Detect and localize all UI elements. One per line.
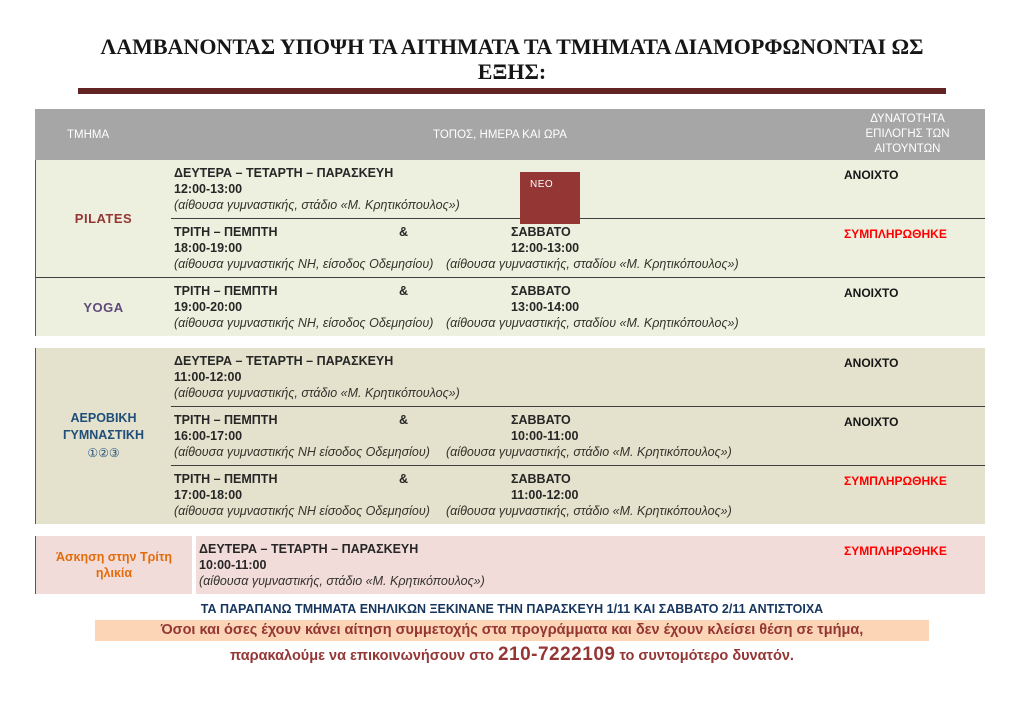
- status-badge: ΣΥΜΠΛΗΡΩΘΗΚΕ: [844, 544, 947, 558]
- venue-text: (αίθουσα γυμναστικής, στάδιο «Μ. Κρητικόπουλος»): [174, 198, 460, 212]
- days-text: ΤΡΙΤΗ – ΠΕΜΠΤΗ: [174, 225, 278, 239]
- section-yoga-rows: [171, 278, 985, 336]
- schedule-cell: [196, 536, 830, 594]
- days-line: [174, 283, 446, 299]
- title-underline: [78, 88, 946, 94]
- time-text: 18:00-19:00: [174, 241, 243, 255]
- days-line: [174, 471, 446, 487]
- weekday-slot: [174, 412, 446, 460]
- days-text: ΣΑΒΒΑΤΟ: [511, 284, 571, 298]
- ampersand-text: &: [398, 472, 408, 486]
- venue-text: (αίθουσα γυμναστικής ΝΗ είσοδος Οδεμησίου): [174, 504, 430, 518]
- saturday-slot: [446, 412, 830, 460]
- schedule-cell: [171, 219, 830, 277]
- ampersand-text: &: [398, 284, 408, 298]
- schedule-row-aerobic-tth-sat-1: [171, 406, 985, 465]
- section-elderly-rows: [196, 536, 985, 594]
- table-group-pilates-yoga: [35, 160, 985, 336]
- time-text: 12:00-13:00: [511, 241, 580, 255]
- status-badge: ΑΝΟΙΧΤΟ: [844, 415, 899, 429]
- time-text: 10:00-11:00: [199, 558, 267, 572]
- schedule-cell: [171, 407, 830, 465]
- venue-text: (αίθουσα γυμναστικής, στάδιο «Μ. Κρητικόπουλος»): [446, 504, 732, 518]
- schedule-row-elderly-mwf: [196, 536, 985, 594]
- class-label-elderly-cell: [36, 536, 196, 594]
- phone-number: 210-7222109: [497, 644, 616, 665]
- new-badge: ΝΕΟ: [520, 172, 580, 224]
- days-text: ΤΡΙΤΗ – ΠΕΜΠΤΗ: [174, 472, 278, 486]
- saturday-slot: [446, 224, 830, 272]
- venue-text: (αίθουσα γυμναστικής ΝΗ είσοδος Οδεμησίου): [174, 445, 430, 459]
- schedule-row-aerobic-mwf: [171, 348, 985, 406]
- days-text: ΣΑΒΒΑΤΟ: [511, 413, 571, 427]
- days-text: ΣΑΒΒΑΤΟ: [511, 472, 571, 486]
- venue-text: (αίθουσα γυμναστικής, στάδιο «Μ. Κρητικόπουλος»): [199, 574, 485, 588]
- contact-note-after-phone: το συντομότερο δυνατόν.: [615, 648, 794, 664]
- column-header-availability-text: ΔΥΝΑΤΟΤΗΤΑ ΕΠΙΛΟΓΗΣ ΤΩΝ ΑΙΤΟΥΝΤΩΝ: [865, 113, 950, 155]
- saturday-slot: [446, 283, 830, 331]
- class-label-yoga: YOGA: [83, 299, 124, 315]
- contact-note-line2: [0, 644, 1024, 666]
- time-text: 12:00-13:00: [174, 182, 243, 196]
- table-group-aerobic: [35, 348, 985, 524]
- column-header-availability: [830, 109, 985, 160]
- contact-note-line1: Όσοι και όσες έχουν κάνει αίτηση συμμετοχής στα προγράμματα και δεν έχουν κλείσει θέση σε τμήμα,: [95, 620, 929, 641]
- days-text: ΔΕΥΤΕΡΑ – ΤΕΤΑΡΤΗ – ΠΑΡΑΣΚΕΥΗ: [174, 354, 394, 368]
- start-date-note: ΤΑ ΠΑΡΑΠΑΝΩ ΤΜΗΜΑΤΑ ΕΝΗΛΙΚΩΝ ΞΕΚΙΝΑΝΕ ΤΗΝ ΠΑΡΑΣΚΕΥΗ 1/11 ΚΑΙ ΣΑΒΒΑΤΟ 2/11 ΑΝΤΙΣΤΟΙΧΑ: [200, 602, 824, 616]
- status-badge: ΑΝΟΙΧΤΟ: [844, 356, 899, 370]
- contact-note-before-phone: παρακαλούμε να επικοινωνήσουν στο: [230, 648, 498, 664]
- days-text: ΤΡΙΤΗ – ΠΕΜΠΤΗ: [174, 284, 278, 298]
- schedule-row-aerobic-tth-sat-2: [171, 465, 985, 524]
- days-text: ΔΕΥΤΕΡΑ – ΤΕΤΑΡΤΗ – ΠΑΡΑΣΚΕΥΗ: [199, 542, 419, 556]
- class-label-pilates: PILATES: [74, 211, 133, 226]
- time-text: 17:00-18:00: [174, 488, 243, 502]
- time-text: 13:00-14:00: [511, 300, 580, 314]
- venue-text: (αίθουσα γυμναστικής, στάδιο «Μ. Κρητικόπουλος»): [446, 445, 732, 459]
- class-label-elderly: Άσκηση στην Τρίτη ηλικία: [55, 550, 173, 580]
- status-badge: ΣΥΜΠΛΗΡΩΘΗΚΕ: [844, 474, 947, 488]
- section-aerobic-rows: [171, 348, 985, 524]
- days-text: ΤΡΙΤΗ – ΠΕΜΠΤΗ: [174, 413, 278, 427]
- table-group-elderly: [35, 536, 985, 594]
- weekday-slot: [174, 224, 446, 272]
- schedule-cell: [171, 466, 830, 524]
- venue-text: (αίθουσα γυμναστικής, σταδίου «Μ. Κρητικόπουλος»): [446, 257, 739, 271]
- schedule-cell: [171, 278, 830, 336]
- time-text: 10:00-11:00: [511, 429, 579, 443]
- section-elderly: [36, 536, 985, 594]
- saturday-slot: [446, 471, 830, 519]
- days-text: ΣΑΒΒΑΤΟ: [511, 225, 571, 239]
- days-text: ΔΕΥΤΕΡΑ – ΤΕΤΑΡΤΗ – ΠΑΡΑΣΚΕΥΗ: [174, 166, 394, 180]
- schedule-table: [35, 109, 985, 594]
- time-text: 11:00-12:00: [174, 370, 242, 384]
- status-badge: ΑΝΟΙΧΤΟ: [844, 168, 899, 182]
- class-label-aerobic-text: ΑΕΡΟΒΙΚΗ ΓΥΜΝΑΣΤΙΚΗ: [63, 411, 144, 442]
- section-aerobic: [36, 348, 985, 524]
- days-line: [174, 224, 446, 240]
- schedule-cell: [171, 160, 830, 218]
- venue-text: (αίθουσα γυμναστικής, στάδιο «Μ. Κρητικόπουλος»): [174, 386, 460, 400]
- days-line: [174, 412, 446, 428]
- time-text: 11:00-12:00: [511, 488, 579, 502]
- section-pilates: [36, 160, 985, 277]
- status-badge: ΑΝΟΙΧΤΟ: [844, 286, 899, 300]
- schedule-row-yoga-tth-sat: [171, 278, 985, 336]
- page-title: [62, 34, 962, 84]
- table-gap: [35, 524, 985, 536]
- column-header-schedule: ΤΟΠΟΣ, ΗΜΕΡΑ ΚΑΙ ΩΡΑ: [433, 128, 567, 141]
- class-label-aerobic-levels: ①②③: [87, 446, 120, 460]
- venue-text: (αίθουσα γυμναστικής ΝΗ, είσοδος Οδεμησίου): [174, 257, 434, 271]
- ampersand-text: &: [398, 413, 408, 427]
- weekday-slot: [174, 283, 446, 331]
- column-header-department: ΤΜΗΜΑ: [67, 128, 110, 141]
- class-label-aerobic: [36, 348, 171, 524]
- weekday-slot: [174, 471, 446, 519]
- status-badge: ΣΥΜΠΛΗΡΩΘΗΚΕ: [844, 227, 947, 241]
- venue-text: (αίθουσα γυμναστικής ΝΗ, είσοδος Οδεμησίου): [174, 316, 434, 330]
- time-text: 16:00-17:00: [174, 429, 243, 443]
- ampersand-text: &: [398, 225, 408, 239]
- table-gap: [35, 336, 985, 348]
- page-title-line2: ΕΞΗΣ:: [477, 59, 547, 84]
- schedule-cell: [171, 348, 830, 406]
- page-title-line1: ΛΑΜΒΑΝΟΝΤΑΣ ΥΠΟΨΗ ΤΑ ΑΙΤΗΜΑΤΑ ΤΑ ΤΜΗΜΑΤΑ ΔΙΑΜΟΡΦΩΝΟΝΤΑΙ ΩΣ: [100, 34, 924, 59]
- schedule-row-pilates-tth-sat: [171, 218, 985, 277]
- section-yoga: [36, 277, 985, 336]
- table-header-row: [35, 109, 985, 160]
- time-text: 19:00-20:00: [174, 300, 243, 314]
- venue-text: (αίθουσα γυμναστικής, σταδίου «Μ. Κρητικόπουλος»): [446, 316, 739, 330]
